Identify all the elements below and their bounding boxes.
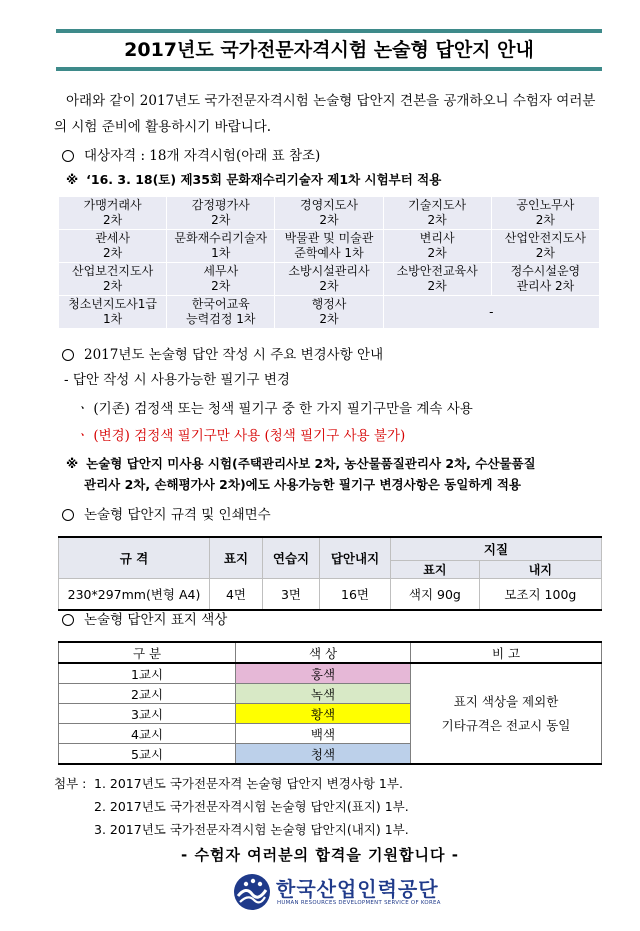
cell-period: 5교시	[59, 744, 236, 765]
cert-cell: 문화재수리기술자 1차	[167, 230, 275, 263]
circle-bullet-icon	[62, 349, 74, 361]
circle-bullet-icon	[62, 150, 74, 162]
cell-remark	[411, 663, 602, 764]
certification-table	[58, 196, 600, 329]
paper-heading-text: 논술형 답안지 규격 및 인쇄면수	[84, 507, 271, 523]
cell-color: 홍색	[236, 663, 411, 684]
changes-item-previous: ㆍ (기존) 검정색 또는 청색 필기구 중 한 가지 필기구만을 계속 사용	[76, 401, 473, 417]
cert-cell: 세무사 2차	[167, 263, 275, 296]
cell-cover: 4면	[210, 579, 263, 611]
cert-cell: 산업보건지도사 2차	[59, 263, 167, 296]
logo-subtitle: HUMAN RESOURCES DEVELOPMENT SERVICE OF KOREA	[277, 900, 441, 906]
cert-cell-empty: -	[383, 296, 599, 329]
cert-cell: 가맹거래사 2차	[59, 197, 167, 230]
cell-period: 1교시	[59, 663, 236, 684]
attachment-item: 2. 2017년도 국가전문자격시험 논술형 답안지(표지) 1부.	[94, 799, 409, 814]
col-quality-inner: 내지	[479, 561, 601, 579]
col-color: 색 상	[236, 642, 411, 663]
circle-bullet-icon	[62, 509, 74, 521]
col-quality-cover: 표지	[391, 561, 480, 579]
col-size: 규 격	[59, 537, 210, 579]
cell-color: 황색	[236, 704, 411, 724]
table-header-row	[59, 537, 602, 561]
cell-period: 2교시	[59, 684, 236, 704]
cert-cell: 감정평가사 2차	[167, 197, 275, 230]
table-row	[59, 197, 600, 230]
cert-cell: 소방안전교육사 2차	[383, 263, 491, 296]
col-period: 구 분	[59, 642, 236, 663]
cell-inner: 16면	[320, 579, 391, 611]
cell-period: 3교시	[59, 704, 236, 724]
cert-cell: 기술지도사 2차	[383, 197, 491, 230]
cell-color: 녹색	[236, 684, 411, 704]
remark-line1: 표지 색상을 제외한	[453, 693, 559, 709]
cell-practice: 3면	[263, 579, 320, 611]
title-top-rule	[56, 29, 602, 33]
cell-color: 백색	[236, 724, 411, 744]
cert-cell: 한국어교육 능력검정 1차	[167, 296, 275, 329]
attachments	[54, 772, 409, 841]
cert-cell: 공인노무사 2차	[491, 197, 599, 230]
page-title: 2017년도 국가전문자격시험 논술형 답안지 안내	[124, 39, 534, 61]
col-inner: 답안내지	[320, 537, 391, 579]
changes-note-line1: 논술형 답안지 미사용 시험(주택관리사보 2차, 농산물품질관리사 2차, 수산물품질	[86, 456, 536, 471]
cert-cell: 박물관 및 미술관 준학예사 1차	[275, 230, 383, 263]
table-header-row	[59, 642, 602, 663]
table-row	[59, 296, 600, 329]
hrdk-logo	[232, 872, 441, 916]
col-remark: 비 고	[411, 642, 602, 663]
changes-heading	[62, 345, 383, 365]
table-row	[59, 579, 602, 611]
paper-heading	[62, 505, 271, 525]
cell-period: 4교시	[59, 724, 236, 744]
remark-line2: 기타규격은 전교시 동일	[441, 717, 571, 733]
target-note	[66, 170, 441, 190]
cell-size: 230*297mm(변형 A4)	[59, 579, 210, 611]
circle-bullet-icon	[62, 614, 74, 626]
col-quality: 지질	[391, 537, 602, 561]
target-heading	[62, 146, 320, 166]
attachment-item: 3. 2017년도 국가전문자격시험 논술형 답안지(내지) 1부.	[94, 822, 409, 837]
table-row	[59, 230, 600, 263]
cover-color-table	[58, 641, 602, 765]
cert-cell: 변리사 2차	[383, 230, 491, 263]
changes-note	[66, 454, 536, 474]
cell-quality-inner: 모조지 100g	[479, 579, 601, 611]
table-row	[59, 263, 600, 296]
cert-cell: 정수시설운영 관리사 2차	[491, 263, 599, 296]
cert-cell: 산업안전지도사 2차	[491, 230, 599, 263]
col-practice: 연습지	[263, 537, 320, 579]
closing-message: - 수험자 여러분의 합격을 기원합니다 -	[181, 846, 459, 864]
colors-heading	[62, 610, 227, 630]
title-band	[56, 29, 602, 71]
note-mark: ※	[66, 172, 79, 187]
cert-cell: 행정사 2차	[275, 296, 383, 329]
logo-name: 한국산업인력공단	[276, 877, 439, 901]
title-bottom-rule	[56, 67, 602, 71]
hrdk-logo-icon	[232, 872, 272, 912]
paper-spec-table	[58, 536, 602, 611]
note-mark: ※	[66, 456, 79, 471]
attachment-item: 첨부 : 1. 2017년도 국가전문자격 논술형 답안지 변경사항 1부.	[54, 772, 409, 795]
target-heading-text: 대상자격 : 18개 자격시험(아래 표 참조)	[84, 148, 321, 164]
changes-heading-text: 2017년도 논술형 답안 작성 시 주요 변경사항 안내	[84, 347, 384, 363]
target-note-text: ‘16. 3. 18(토) 제35회 문화재수리기술자 제1차 시험부터 적용	[86, 172, 442, 187]
changes-sub: - 답안 작성 시 사용가능한 필기구 변경	[64, 372, 290, 388]
cell-color: 청색	[236, 744, 411, 765]
colors-heading-text: 논술형 답안지 표지 색상	[84, 612, 228, 628]
cert-cell: 관세사 2차	[59, 230, 167, 263]
cell-quality-cover: 색지 90g	[391, 579, 480, 611]
cert-cell: 청소년지도사1급 1차	[59, 296, 167, 329]
changes-item-new: ㆍ (변경) 검정색 필기구만 사용 (청색 필기구 사용 불가)	[76, 428, 406, 444]
intro-paragraph: 아래와 같이 2017년도 국가전문자격시험 논술형 답안지 견본을 공개하오니 수험자 여러분의 시험 준비에 활용하시기 바랍니다.	[54, 93, 596, 135]
table-row	[59, 663, 602, 684]
cert-cell: 소방시설관리사 2차	[275, 263, 383, 296]
col-cover: 표지	[210, 537, 263, 579]
changes-note-line2: 관리사 2차, 손해평가사 2차)에도 사용가능한 필기구 변경사항은 동일하게 적용	[84, 477, 521, 492]
cert-cell: 경영지도사 2차	[275, 197, 383, 230]
attachments-label: 첨부 :	[54, 776, 87, 791]
